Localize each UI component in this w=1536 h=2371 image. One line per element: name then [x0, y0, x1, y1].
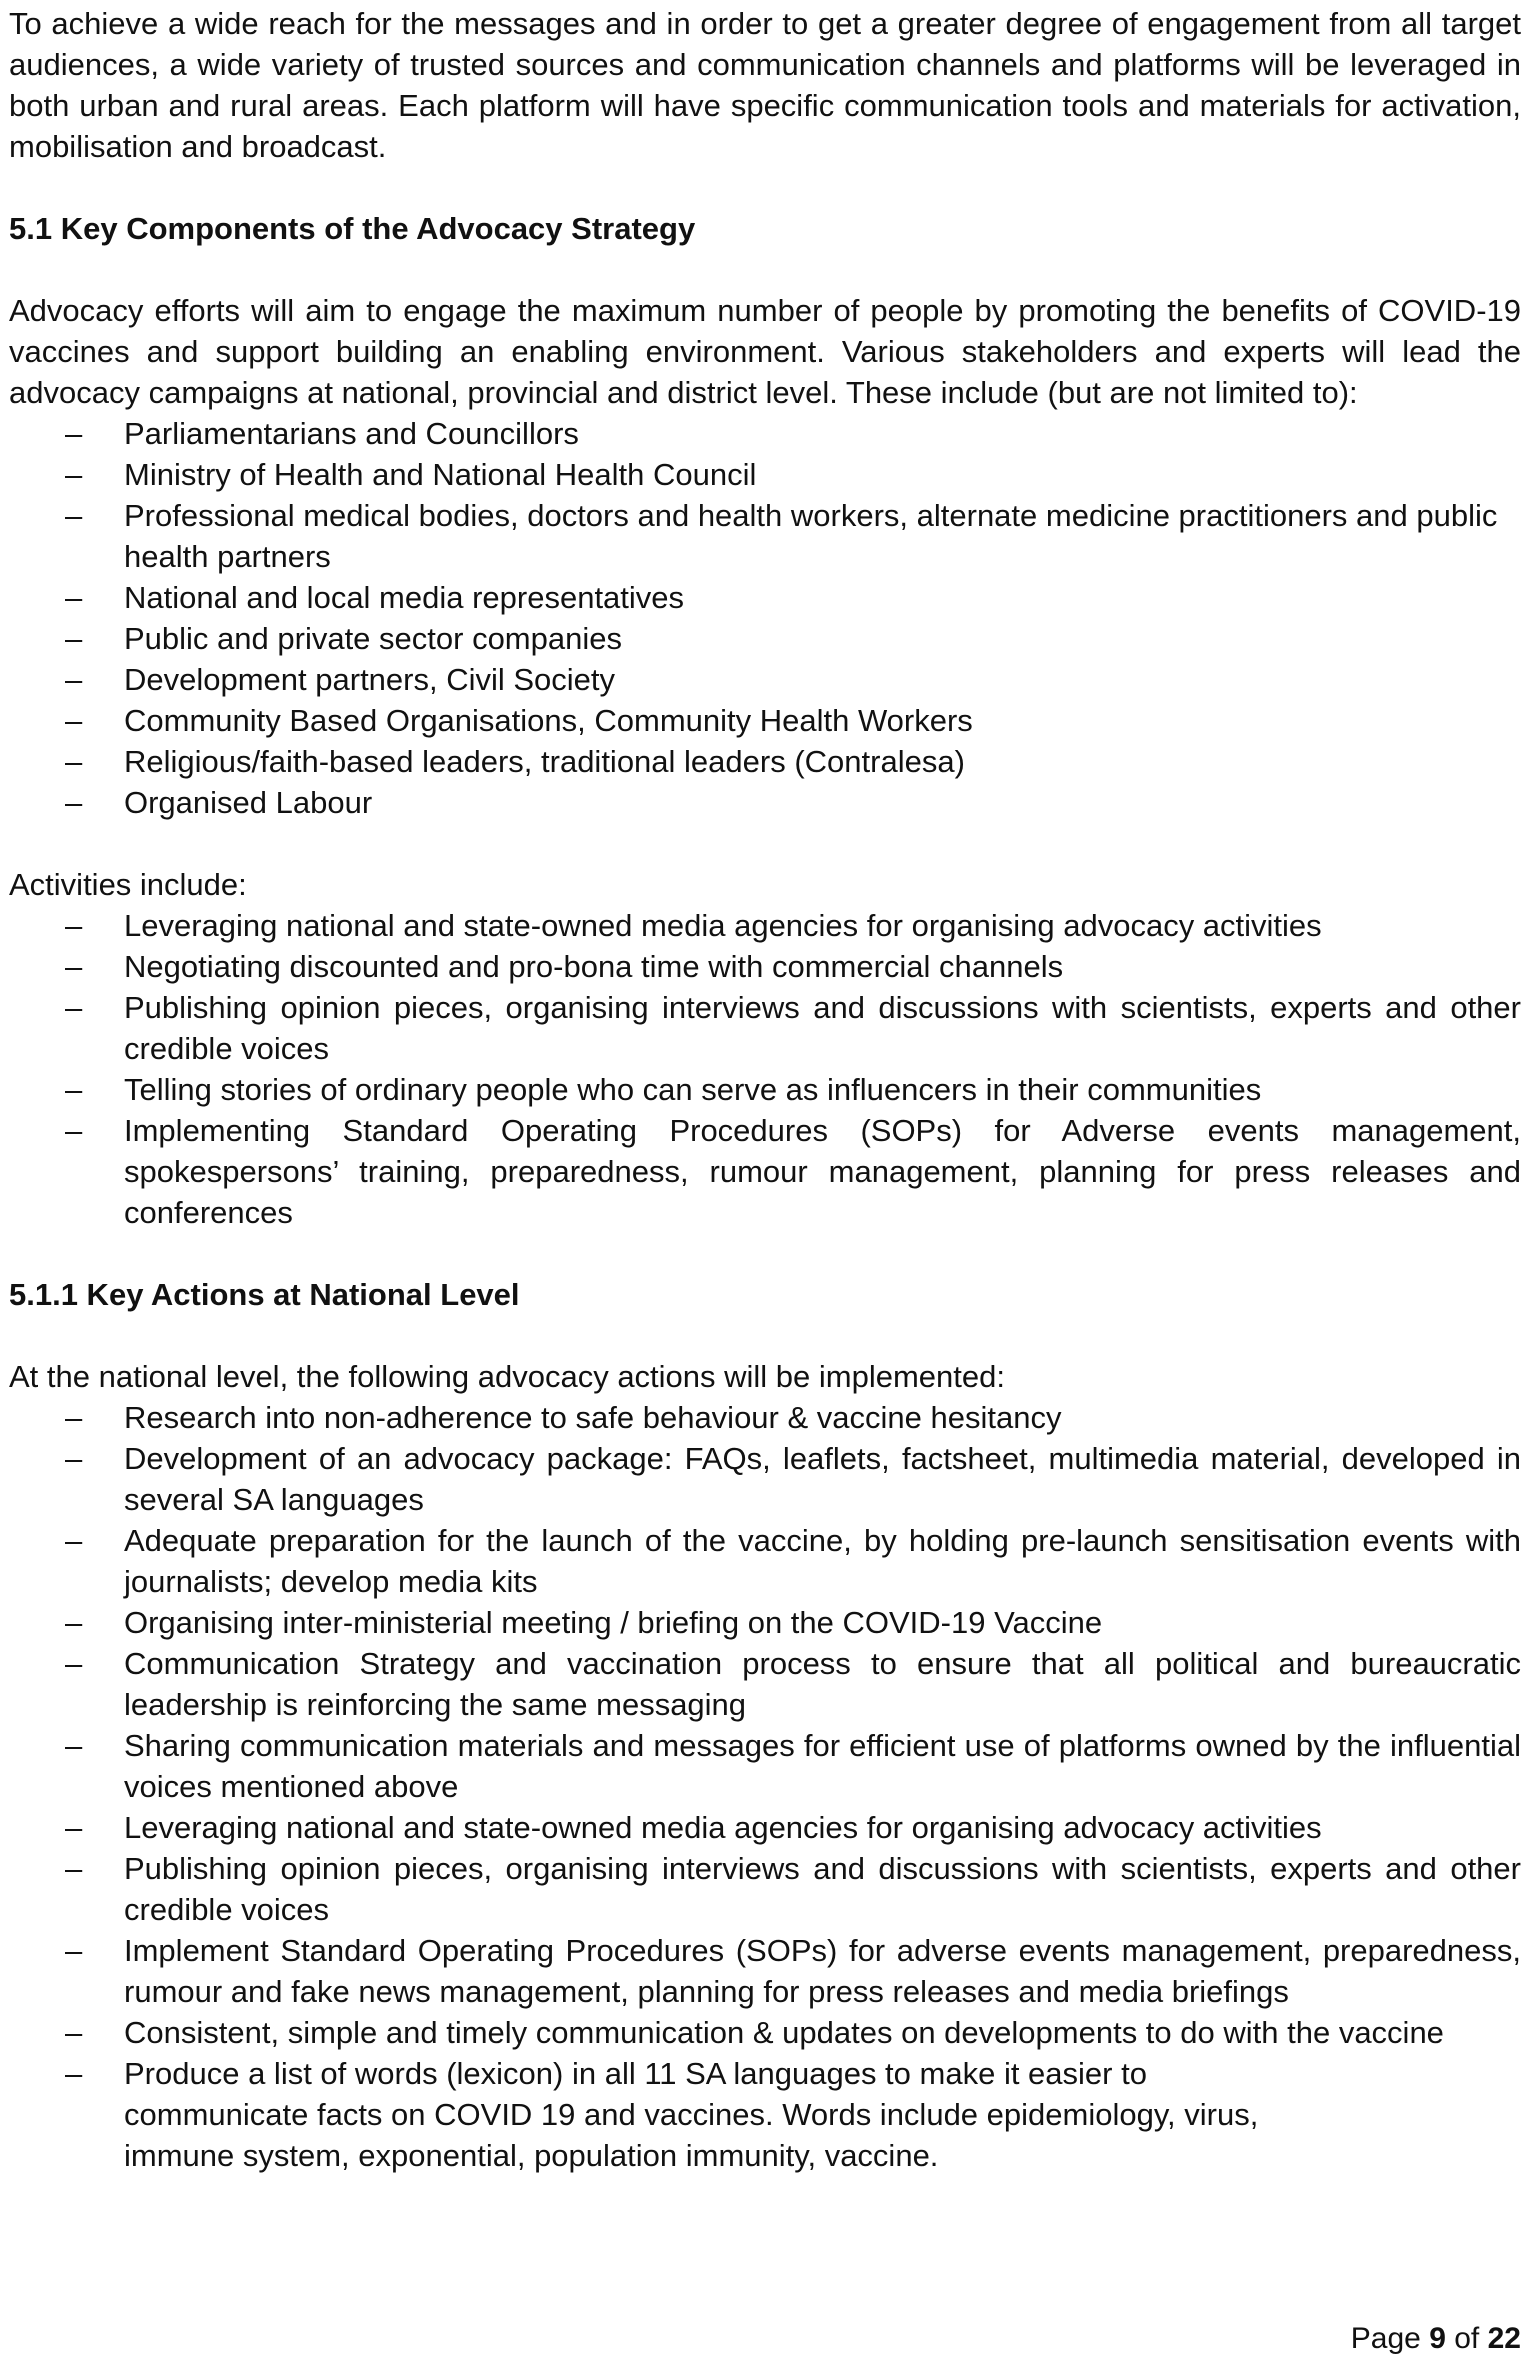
list-item: – Development partners, Civil Society — [65, 662, 616, 697]
list-item: – Research into non-adherence to safe behaviour & vaccine hesitancy — [65, 1400, 1062, 1435]
list-item: – Organised Labour — [65, 785, 373, 820]
list-item: – Leveraging national and state-owned media agencies for organising advocacy activities — [65, 908, 1322, 943]
list-item: – Sharing communication materials and messages for efficient use of platforms owned by the influential voices mentioned above — [65, 1728, 1521, 1804]
national-actions-list — [9, 1397, 1521, 2176]
list-item: – Community Based Organisations, Community Health Workers — [65, 703, 973, 738]
list-item: – Negotiating discounted and pro-bona time with commercial channels — [65, 949, 1064, 984]
list-item: – Implementing Standard Operating Procedures (SOPs) for Adverse events management, spokespersons’ training, preparedness, rumour management, planning for press releases and conferences — [65, 1113, 1521, 1230]
section-5-1-1-paragraph: At the national level, the following advocacy actions will be implemented: — [9, 1359, 1005, 1394]
document-page — [9, 0, 1521, 2176]
list-item: – Organising inter-ministerial meeting / briefing on the COVID-19 Vaccine — [65, 1605, 1103, 1640]
list-item: – Religious/faith-based leaders, traditional leaders (Contralesa) — [65, 744, 965, 779]
list-item: – Development of an advocacy package: FAQs, leaflets, factsheet, multimedia material, developed in several SA languages — [65, 1441, 1521, 1517]
intro-paragraph: To achieve a wide reach for the messages and in order to get a greater degree of engagement from all target audiences, a wide variety of trusted sources and communication channels and platforms will be leveraged in both urban and rural areas. Each platform will have specific communication tools and materials for activation, mobilisation and broadcast. — [9, 6, 1521, 164]
list-item: – Leveraging national and state-owned media agencies for organising advocacy activities — [65, 1810, 1322, 1845]
list-item: – Parliamentarians and Councillors — [65, 416, 579, 451]
list-item: – Public and private sector companies — [65, 621, 622, 656]
list-item: – Publishing opinion pieces, organising interviews and discussions with scientists, experts and other credible voices — [65, 990, 1521, 1066]
activities-intro: Activities include: — [9, 867, 247, 902]
list-item: – Ministry of Health and National Health Council — [65, 457, 757, 492]
list-item: – National and local media representatives — [65, 580, 685, 615]
list-item: – Implement Standard Operating Procedures (SOPs) for adverse events management, preparedness, rumour and fake news management, planning for press releases and media briefings — [65, 1933, 1521, 2009]
section-5-1-1-heading: 5.1.1 Key Actions at National Level — [9, 1277, 520, 1312]
section-5-1-paragraph: Advocacy efforts will aim to engage the maximum number of people by promoting the benefits of COVID-19 vaccines and support building an enabling environment. Various stakeholders and experts will lead the advocacy campaigns at national, provincial and district level. These include (but are not limited to): — [9, 293, 1521, 410]
list-item: – Professional medical bodies, doctors and health workers, alternate medicine practitioners and public health partners — [65, 498, 1498, 574]
activities-list — [9, 905, 1521, 1233]
list-item: – Produce a list of words (lexicon) in all 11 SA languages to make it easier to communicate facts on COVID 19 and vaccines. Words include epidemiology, virus, immune system, exponential, population immunity, vaccine. — [65, 2056, 1259, 2173]
list-item: – Telling stories of ordinary people who can serve as influencers in their communities — [65, 1072, 1262, 1107]
list-item: – Adequate preparation for the launch of the vaccine, by holding pre-launch sensitisation events with journalists; develop media kits — [65, 1523, 1521, 1599]
list-item: – Publishing opinion pieces, organising interviews and discussions with scientists, experts and other credible voices — [65, 1851, 1521, 1927]
section-5-1-heading: 5.1 Key Components of the Advocacy Strategy — [9, 211, 696, 246]
list-item: – Consistent, simple and timely communication & updates on developments to do with the vaccine — [65, 2015, 1444, 2050]
list-item: – Communication Strategy and vaccination process to ensure that all political and bureaucratic leadership is reinforcing the same messaging — [65, 1646, 1521, 1722]
stakeholder-list — [9, 413, 1521, 823]
page-number-footer: Page 9 of 22 — [1350, 2322, 1521, 2355]
